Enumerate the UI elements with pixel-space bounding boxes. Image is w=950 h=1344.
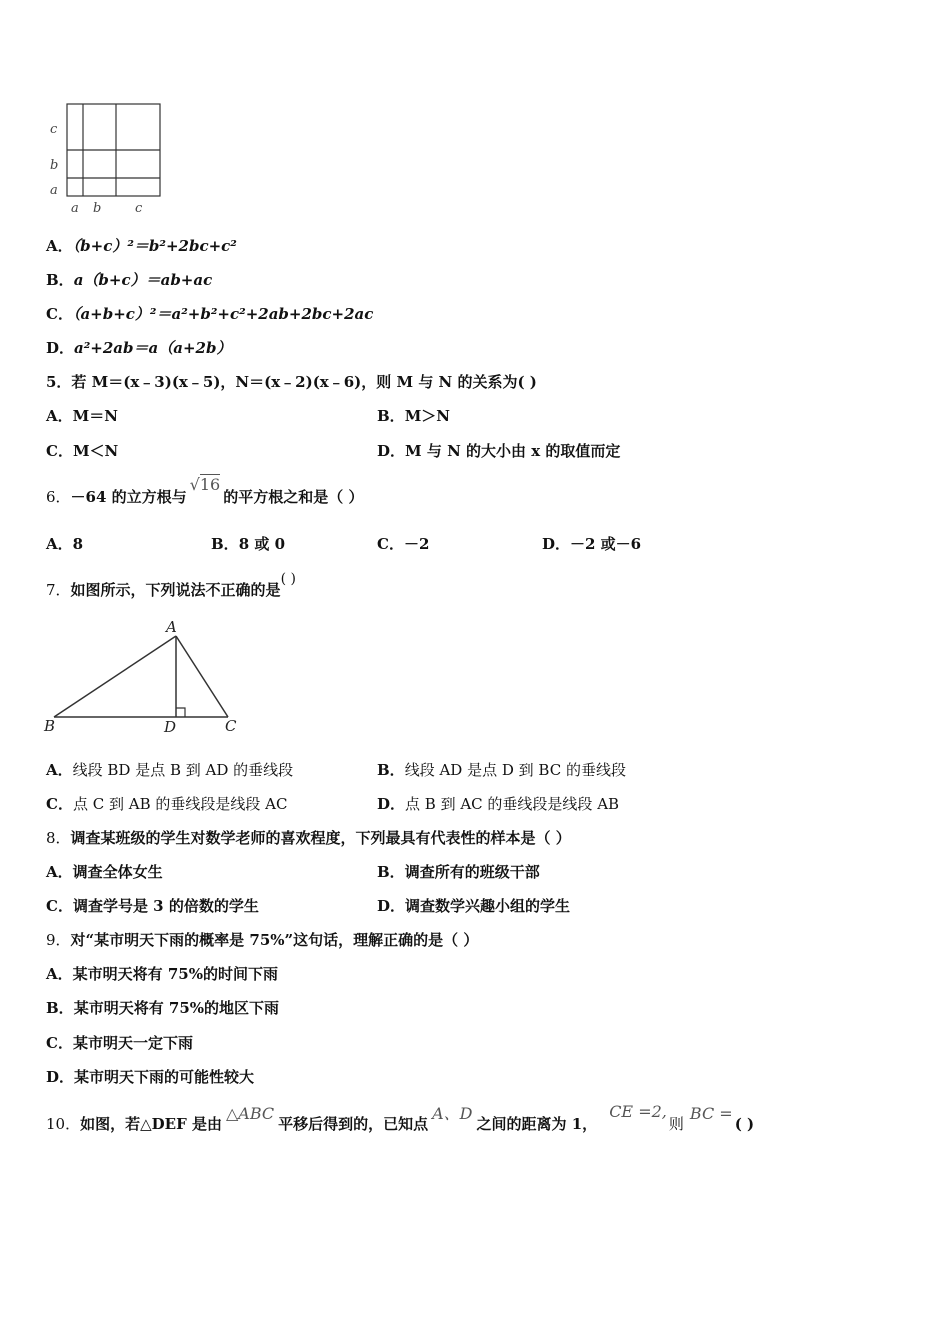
option-letter: A． bbox=[46, 761, 73, 779]
q6-option-b[interactable] bbox=[211, 534, 285, 554]
option-text: 8 bbox=[72, 535, 84, 553]
option-text: M 与 N 的大小由 x 的取值而定 bbox=[405, 442, 621, 460]
point-label-b: B bbox=[44, 717, 56, 735]
option-text: 线段 AD 是点 D 到 BC 的垂线段 bbox=[404, 761, 626, 779]
option-text: 调查数学兴趣小组的学生 bbox=[405, 897, 571, 915]
option-letter: B． bbox=[211, 535, 239, 553]
q7-option-d[interactable] bbox=[377, 794, 619, 814]
option-text: 线段 BD 是点 B 到 AD 的垂线段 bbox=[72, 761, 294, 779]
option-letter: D． bbox=[46, 339, 75, 357]
stem-text: －64 的立方根与 bbox=[70, 488, 187, 506]
q4-option-c[interactable] bbox=[46, 304, 373, 324]
option-text: 某市明天下雨的可能性较大 bbox=[74, 1068, 255, 1086]
q8-option-b[interactable] bbox=[377, 862, 540, 882]
point-label-a: A bbox=[166, 618, 177, 636]
segment-ac bbox=[176, 636, 228, 717]
q9-option-d[interactable] bbox=[46, 1067, 254, 1087]
option-letter: A． bbox=[46, 535, 73, 553]
q4-option-b[interactable] bbox=[46, 270, 212, 290]
point-label-d: D bbox=[164, 718, 177, 736]
option-text: －2 或－6 bbox=[570, 535, 642, 553]
sqrt-16: √16 bbox=[189, 475, 221, 494]
grid-label-bottom-b: b bbox=[93, 201, 102, 216]
stem-text: 对“某市明天下雨的概率是 75%”这句话，理解正确的是（ ） bbox=[70, 931, 479, 949]
option-text: a（b+c）＝ab+ac bbox=[73, 271, 213, 289]
math-ce-equals: CE =2, bbox=[609, 1102, 667, 1121]
option-text: M＞N bbox=[404, 407, 451, 425]
q7-option-c[interactable] bbox=[46, 794, 287, 814]
stem-text: 则 bbox=[668, 1115, 684, 1133]
option-text: 点 C 到 AB 的垂线段是线段 AC bbox=[72, 795, 288, 813]
grid-label-left-a: a bbox=[50, 183, 58, 198]
question-number: 6． bbox=[46, 488, 71, 506]
option-text: M＜N bbox=[72, 442, 119, 460]
option-text: 某市明天将有 75%的时间下雨 bbox=[72, 965, 278, 983]
q7-stem bbox=[46, 571, 296, 601]
option-text: 调查全体女生 bbox=[72, 863, 163, 881]
option-letter: B． bbox=[377, 407, 405, 425]
option-text: 调查学号是 3 的倍数的学生 bbox=[72, 897, 259, 915]
option-text: 某市明天将有 75%的地区下雨 bbox=[73, 999, 280, 1017]
q6-option-a[interactable] bbox=[46, 534, 83, 554]
option-text: 调查所有的班级干部 bbox=[404, 863, 540, 881]
right-angle-mark bbox=[176, 708, 185, 717]
question-number: 9． bbox=[46, 931, 71, 949]
grid-label-bottom-a: a bbox=[71, 201, 79, 216]
question-number: 7． bbox=[46, 581, 71, 599]
q7-triangle-figure bbox=[40, 618, 250, 738]
q4-option-d[interactable] bbox=[46, 338, 231, 358]
stem-text: 的平方根之和是（ ） bbox=[223, 488, 364, 506]
option-letter: A． bbox=[46, 407, 73, 425]
option-letter: D． bbox=[46, 1068, 75, 1086]
stem-text: 如图所示，下列说法不正确的是 bbox=[70, 581, 281, 599]
option-letter: A． bbox=[46, 863, 73, 881]
segment-ab bbox=[54, 636, 176, 717]
option-letter: C． bbox=[46, 795, 73, 813]
stem-text: 如图，若△DEF 是由 bbox=[80, 1115, 222, 1133]
grid-label-left-c: c bbox=[50, 122, 58, 137]
option-letter: B． bbox=[377, 761, 405, 779]
q10-stem bbox=[46, 1102, 755, 1134]
option-letter: A． bbox=[46, 965, 73, 983]
q9-option-a[interactable] bbox=[46, 964, 278, 984]
q6-stem bbox=[46, 475, 364, 507]
option-letter: D． bbox=[377, 897, 406, 915]
option-letter: D． bbox=[377, 442, 406, 460]
stem-text: 平移后得到的，已知点 bbox=[278, 1115, 429, 1133]
q4-grid-figure bbox=[44, 98, 169, 218]
q4-option-a[interactable] bbox=[46, 236, 237, 256]
option-text: －2 bbox=[403, 535, 430, 553]
math-triangle-abc: △ABC bbox=[225, 1104, 275, 1123]
question-number: 8． bbox=[46, 829, 71, 847]
option-text: （b+c）²＝b²+2bc+c² bbox=[72, 237, 237, 255]
q5-option-c[interactable] bbox=[46, 441, 118, 461]
q8-option-d[interactable] bbox=[377, 896, 570, 916]
option-letter: D． bbox=[542, 535, 571, 553]
stem-text: 之间的距离为 1， bbox=[476, 1115, 598, 1133]
option-letter: C． bbox=[46, 442, 73, 460]
option-text: 8 或 0 bbox=[238, 535, 286, 553]
q5-stem: 5．若 M＝(x﹣3)(x﹣5)，N＝(x﹣2)(x﹣6)，则 M 与 N 的关系为( ) bbox=[46, 373, 537, 391]
q7-option-b[interactable] bbox=[377, 760, 626, 780]
radicand: 16 bbox=[199, 475, 221, 494]
q6-option-d[interactable] bbox=[542, 534, 641, 554]
q6-option-c[interactable] bbox=[377, 534, 429, 554]
q9-option-c[interactable] bbox=[46, 1033, 193, 1053]
option-letter: B． bbox=[377, 863, 405, 881]
answer-paren: ( ) bbox=[280, 571, 296, 587]
q5-option-d[interactable] bbox=[377, 441, 620, 461]
option-text: a²+2ab＝a（a+2b） bbox=[74, 339, 232, 357]
q7-option-a[interactable] bbox=[46, 760, 293, 780]
stem-text: 调查某班级的学生对数学老师的喜欢程度，下列最具有代表性的样本是（ ） bbox=[70, 829, 571, 847]
q8-stem bbox=[46, 828, 571, 848]
q9-stem bbox=[46, 930, 478, 950]
math-bc-equals: BC = bbox=[689, 1104, 733, 1123]
option-letter: C． bbox=[46, 1034, 73, 1052]
q9-option-b[interactable] bbox=[46, 998, 279, 1018]
point-label-c: C bbox=[225, 717, 237, 735]
math-points-ad: A、D bbox=[432, 1104, 473, 1123]
option-text: （a+b+c）²＝a²+b²+c²+2ab+2bc+2ac bbox=[72, 305, 374, 323]
grid-label-bottom-c: c bbox=[135, 201, 143, 216]
q5-option-a[interactable] bbox=[46, 406, 118, 426]
question-number: 10． bbox=[46, 1115, 81, 1133]
q8-option-a[interactable] bbox=[46, 862, 163, 882]
grid-label-left-b: b bbox=[50, 158, 59, 173]
option-letter: B． bbox=[46, 271, 74, 289]
answer-paren: ( ) bbox=[734, 1115, 755, 1133]
option-letter: C． bbox=[46, 305, 73, 323]
option-text: M＝N bbox=[72, 407, 118, 425]
q5-option-b[interactable] bbox=[377, 406, 450, 426]
option-text: 某市明天一定下雨 bbox=[72, 1034, 193, 1052]
option-letter: B． bbox=[46, 999, 74, 1017]
option-letter: C． bbox=[46, 897, 73, 915]
option-letter: C． bbox=[377, 535, 404, 553]
option-letter: D． bbox=[377, 795, 406, 813]
option-text: 点 B 到 AC 的垂线段是线段 AB bbox=[405, 795, 620, 813]
q8-option-c[interactable] bbox=[46, 896, 259, 916]
option-letter: A． bbox=[46, 237, 73, 255]
